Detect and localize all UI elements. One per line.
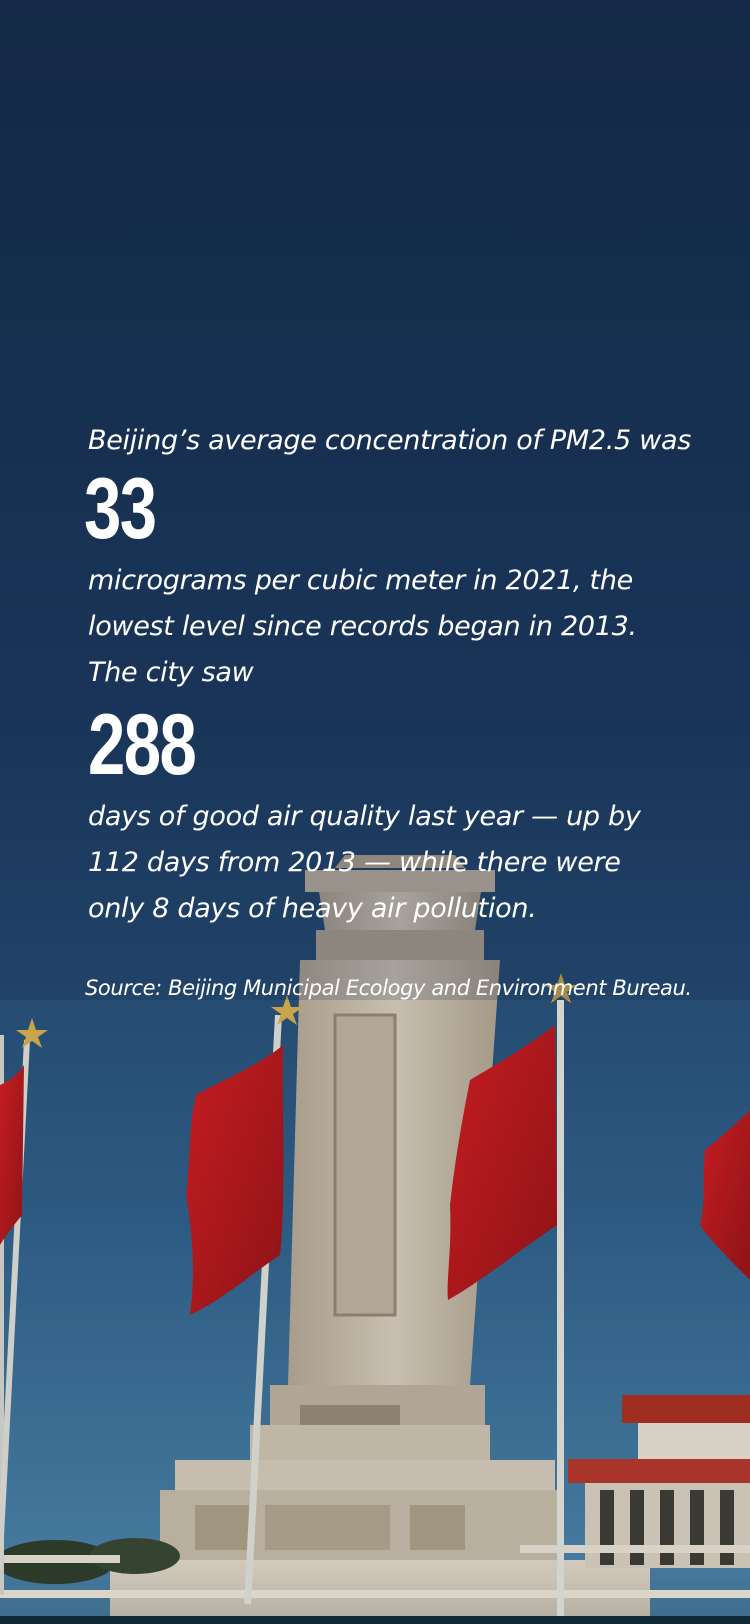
bottom-bar xyxy=(0,1616,750,1624)
pm25-concentration-stat: 33 xyxy=(84,461,156,557)
good-air-days-stat: 288 xyxy=(88,697,196,793)
source-credit: Source: Beijing Municipal Ecology and Environment Bureau. xyxy=(85,976,692,1000)
pm25-article-text xyxy=(84,418,728,932)
air-quality-description: days of good air quality last year — up by 112 days from 2013 — while there were only 8 days of heavy air pollution. xyxy=(88,801,641,924)
concentration-description: micrograms per cubic meter in 2021, the lowest level since records began in 2013. The city saw xyxy=(88,565,637,688)
intro-line: Beijing’s average concentration of PM2.5 was xyxy=(88,425,692,456)
